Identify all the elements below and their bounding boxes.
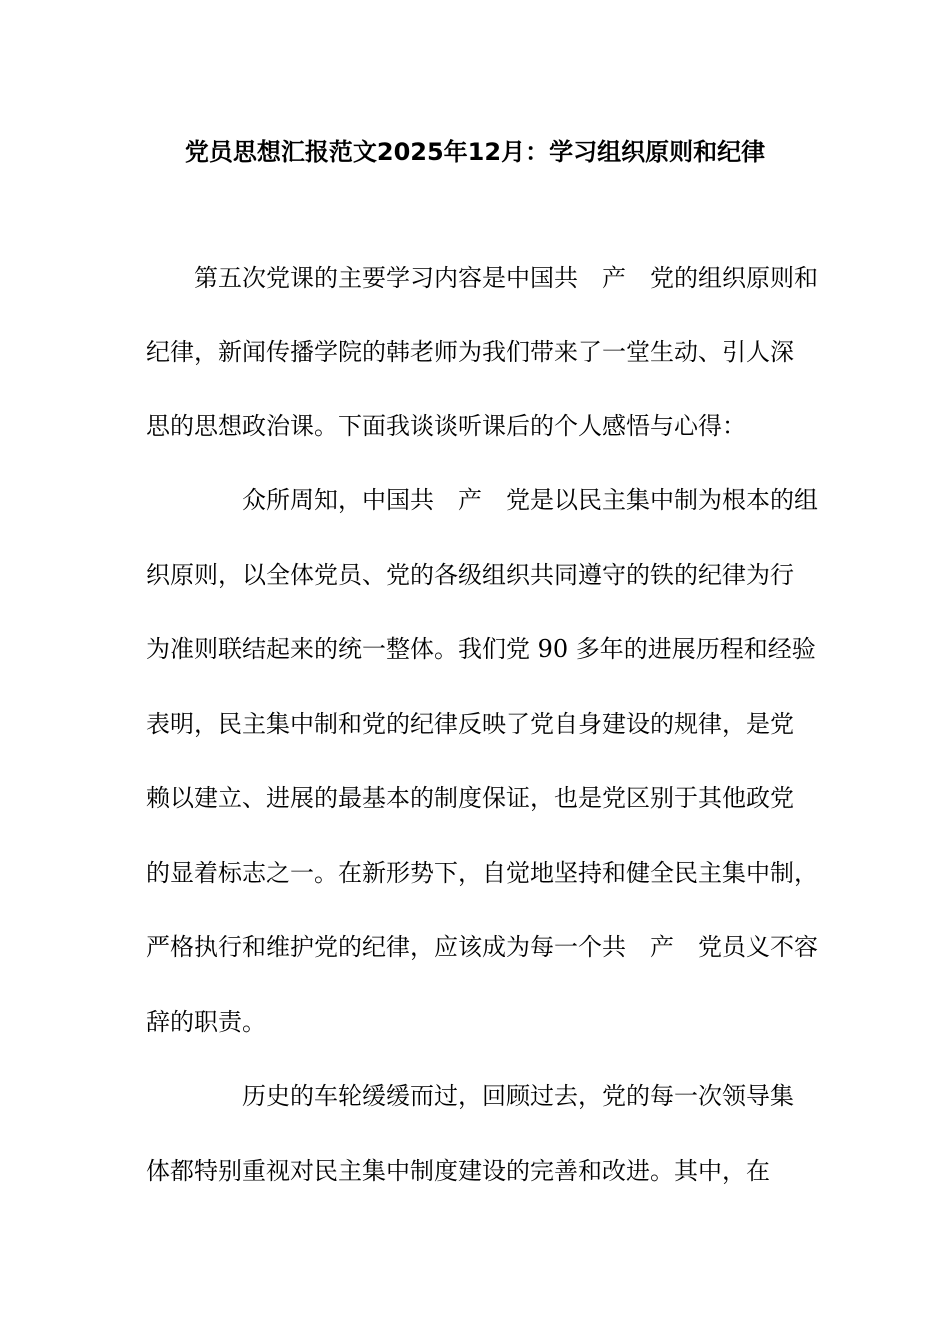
paragraph-line: 体都特别重视对民主集中制度建设的完善和改进。其中，在 xyxy=(146,1157,770,1185)
paragraph-line: 历史的车轮缓缓而过，回顾过去，党的每一次领导集 xyxy=(242,1082,794,1110)
paragraph-line: 严格执行和维护党的纪律，应该成为每一个共 产 党员义不容 xyxy=(146,933,818,961)
paragraph-line: 织原则，以全体党员、党的各级组织共同遵守的铁的纪律为行 xyxy=(146,561,794,589)
paragraph-line: 的显着标志之一。在新形势下，自觉地坚持和健全民主集中制， xyxy=(146,859,818,887)
paragraph-line: 赖以建立、进展的最基本的制度保证，也是党区别于其他政党 xyxy=(146,784,794,812)
paragraph-line: 辞的职责。 xyxy=(146,1008,266,1036)
paragraph-line: 众所周知，中国共 产 党是以民主集中制为根本的组 xyxy=(242,486,818,514)
paragraph-line: 思的思想政治课。下面我谈谈听课后的个人感悟与心得： xyxy=(146,412,746,440)
paragraph-line: 纪律，新闻传播学院的韩老师为我们带来了一堂生动、引人深 xyxy=(146,338,794,366)
document-title: 党员思想汇报范文2025年12月：学习组织原则和纪律 xyxy=(184,138,766,166)
paragraph-line: 表明，民主集中制和党的纪律反映了党自身建设的规律，是党 xyxy=(146,710,794,738)
paragraph-line: 为准则联结起来的统一整体。我们党 90 多年的进展历程和经验 xyxy=(146,635,816,663)
paragraph-line: 第五次党课的主要学习内容是中国共 产 党的组织原则和 xyxy=(194,264,818,292)
